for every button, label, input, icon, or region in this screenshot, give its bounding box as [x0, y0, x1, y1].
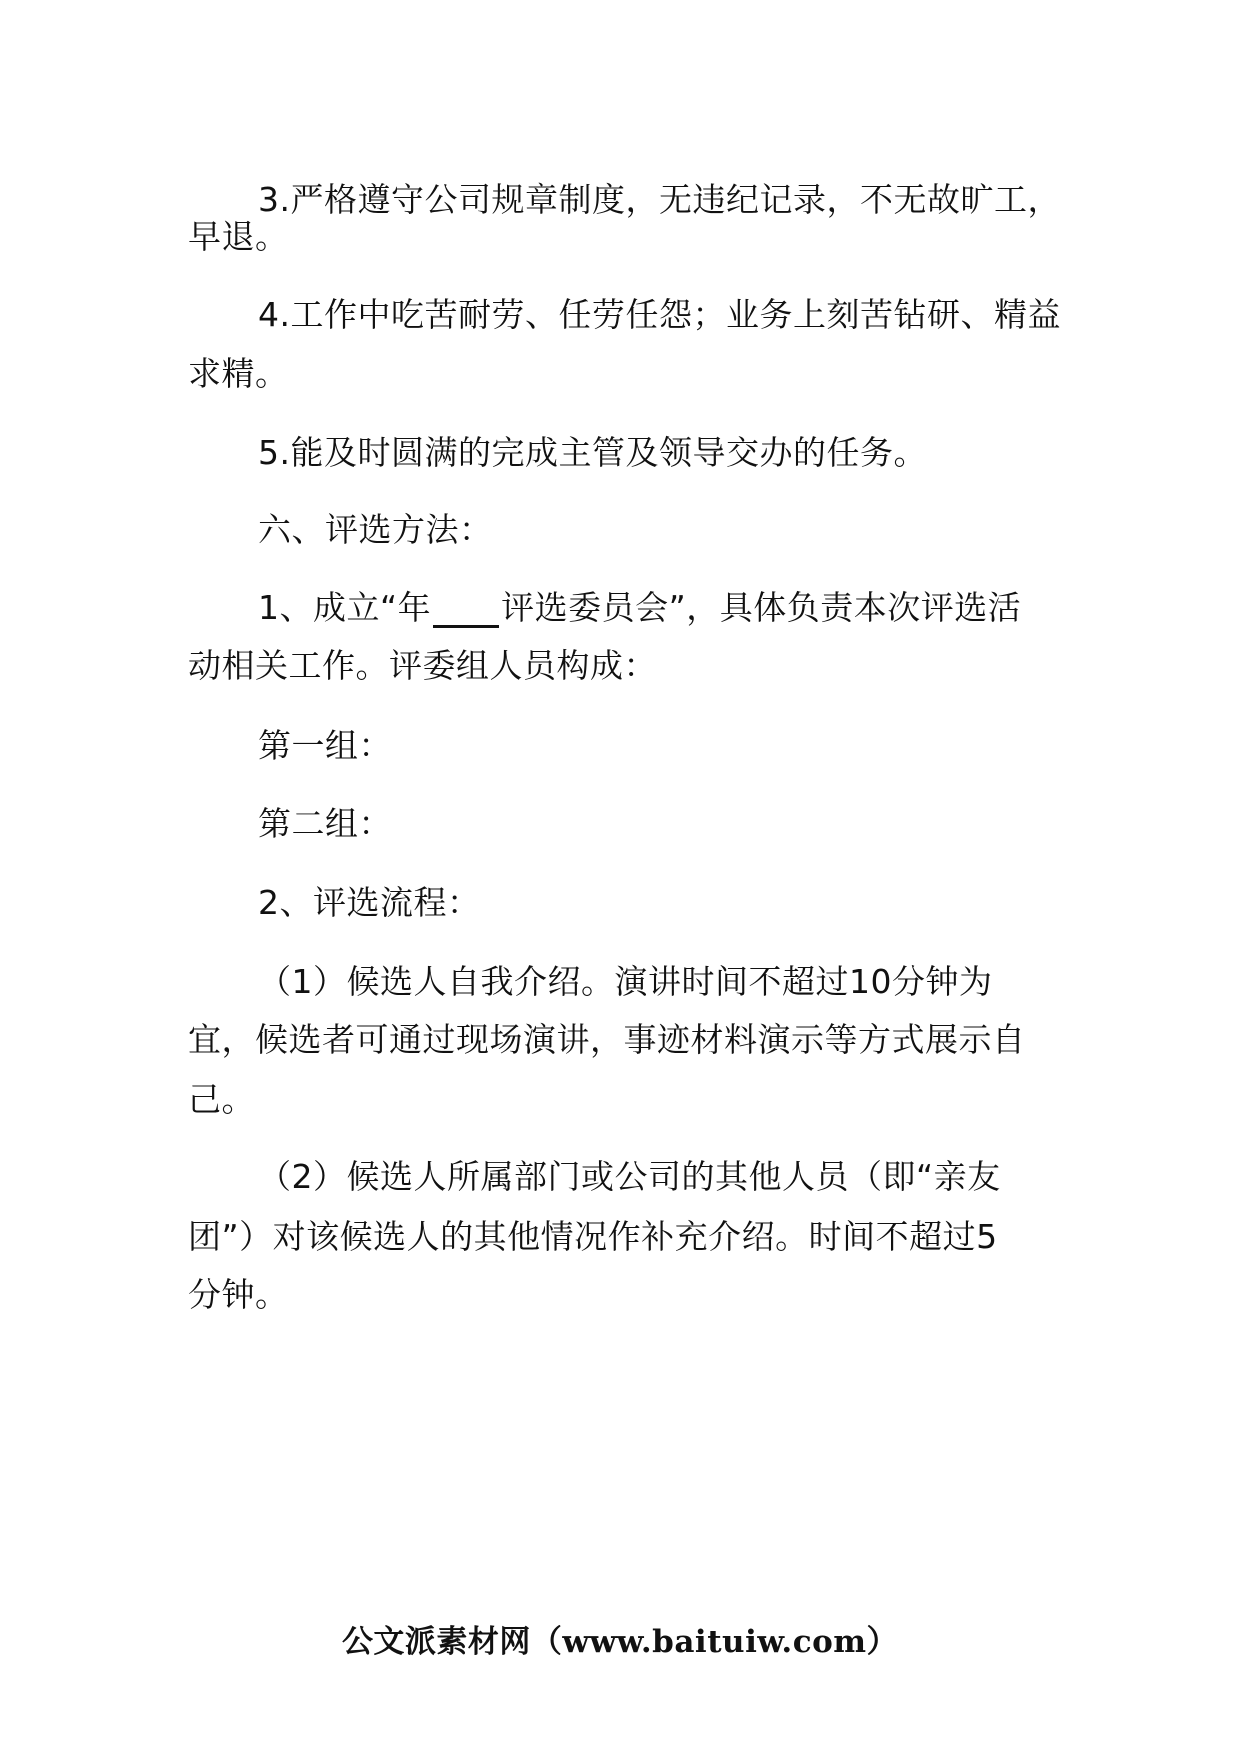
step-2-line-3: 分钟。: [188, 1275, 289, 1314]
method-2-heading: 2、评选流程：: [258, 883, 481, 922]
item-5-line-1: 5.能及时圆满的完成主管及领导交办的任务。: [258, 433, 927, 472]
item-3-line-1: 3.严格遵守公司规章制度，无违纪记录，不无故旷工，: [258, 180, 1061, 219]
group-1-label: 第一组：: [258, 726, 392, 765]
method-1-prefix: 1、成立“年: [258, 588, 432, 627]
method-1-line-1: [258, 588, 1021, 628]
item-4-line-2: 求精。: [188, 354, 289, 393]
step-1-line-2: 宜，候选者可通过现场演讲，事迹材料演示等方式展示自: [188, 1020, 1026, 1059]
fill-in-blank: [433, 595, 499, 628]
section-6-heading: 六、评选方法：: [258, 510, 493, 549]
footer-source: 公文派素材网（www.baituiw.com）: [341, 1624, 899, 1660]
item-4-line-1: 4.工作中吃苦耐劳、任劳任怨；业务上刻苦钻研、精益: [258, 295, 1061, 334]
step-2-line-1: （2）候选人所属部门或公司的其他人员（即“亲友: [258, 1157, 1001, 1196]
method-1-suffix: 评选委员会”，具体负责本次评选活: [501, 588, 1022, 627]
step-1-line-1: （1）候选人自我介绍。演讲时间不超过10分钟为: [258, 962, 993, 1001]
step-1-line-3: 己。: [188, 1080, 255, 1119]
item-3-line-2: 早退。: [188, 217, 289, 256]
method-1-line-2: 动相关工作。评委组人员构成：: [188, 646, 657, 685]
group-2-label: 第二组：: [258, 804, 392, 843]
step-2-line-2: 团”）对该候选人的其他情况作补充介绍。时间不超过5: [188, 1217, 998, 1256]
